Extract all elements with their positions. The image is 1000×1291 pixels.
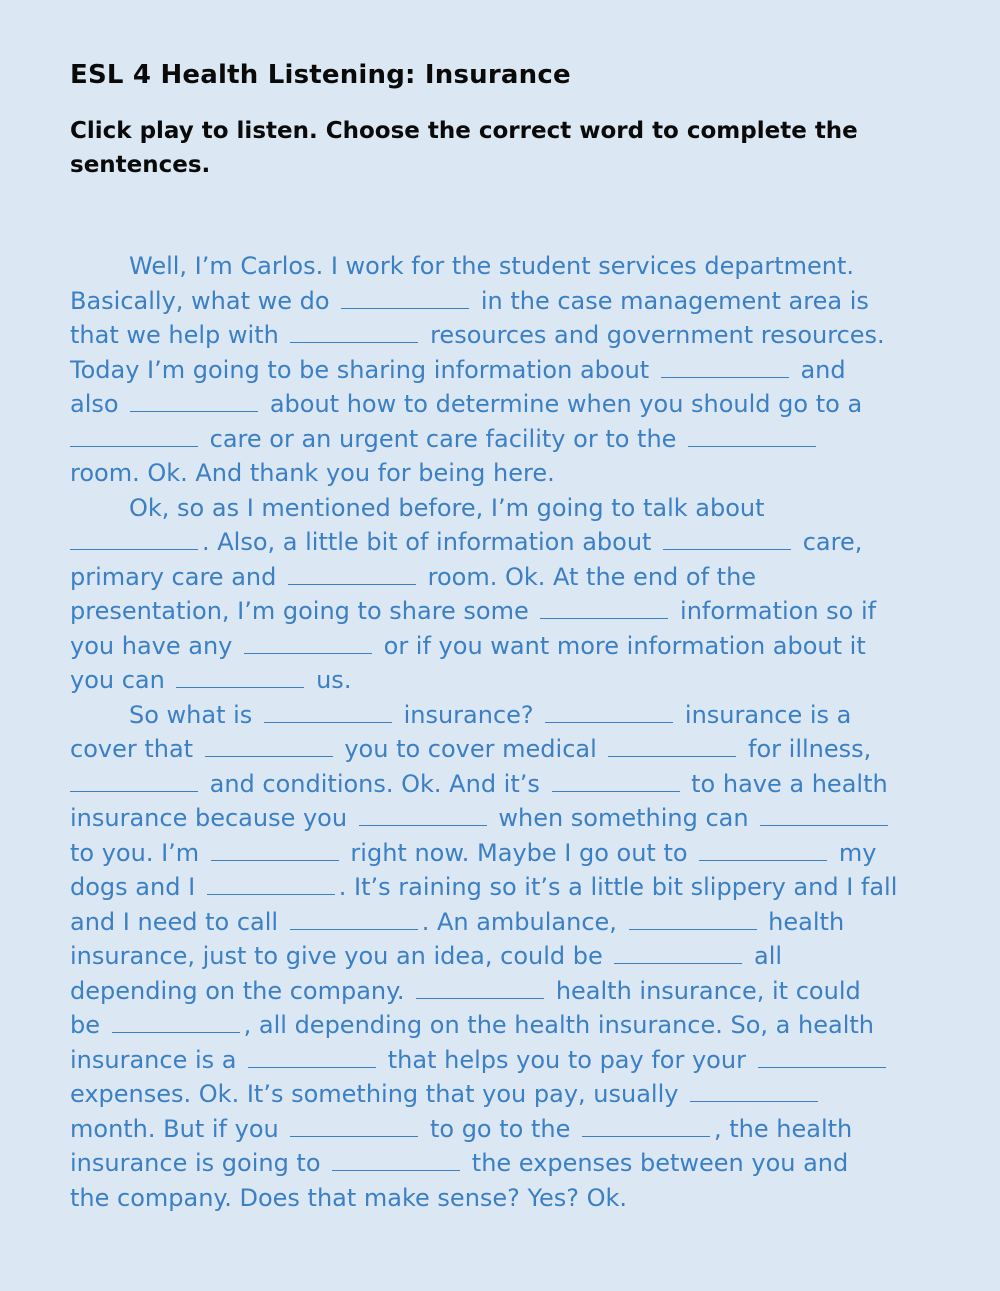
passage-text: room. Ok. And thank you for being here. [70,459,555,487]
passage-line [70,525,950,560]
answer-blank-21[interactable] [211,859,339,861]
passage-text: the company. Does that make sense? Yes? Ok. [70,1183,628,1212]
passage-text: to you. I’m [70,838,207,867]
passage-text: and [792,355,846,384]
passage-text: room. Ok. At the end of the [419,562,757,591]
passage-text: insurance is a [70,1045,245,1074]
passage-line [70,1008,950,1043]
passage-text: that we help with [70,321,287,349]
instructions: Click play to listen. Choose the correct word to complete the sentences. [70,118,858,178]
passage-text: right now. Maybe I go out to [342,838,696,867]
passage-text: you have any [70,631,240,660]
passage-text: Basically, what we do [70,286,338,315]
passage-text: , the health [713,1114,853,1143]
passage-text: insurance is a [677,700,852,729]
passage-text: primary care and [70,562,284,591]
answer-blank-32[interactable] [290,1135,418,1137]
passage-text: insurance is going to [70,1149,329,1177]
passage-line [70,353,950,388]
answer-blank-16[interactable] [608,755,736,757]
answer-blank-22[interactable] [699,859,827,861]
passage-text: care or an urgent care facility or to the [202,424,685,453]
passage-line [70,249,950,284]
passage-line [70,698,950,733]
answer-blank-17[interactable] [70,790,198,792]
passage-text: also [70,390,127,418]
answer-blank-2[interactable] [290,341,418,343]
answer-blank-4[interactable] [130,410,258,412]
passage-text: insurance because you [70,804,355,832]
passage-text: . It’s raining so it’s a little bit slippery and I fall [338,873,898,901]
passage-text: Ok, so as I mentioned before, I’m going to talk about [129,493,765,522]
passage-text: my [831,838,877,867]
passage-line [70,422,950,457]
passage-text: depending on the company. [70,976,413,1005]
answer-blank-3[interactable] [661,376,789,378]
answer-blank-33[interactable] [582,1135,710,1137]
answer-blank-5[interactable] [70,445,198,447]
passage-line [70,318,950,353]
passage-line [70,491,950,526]
passage-line [70,801,950,836]
passage-text: to go to the [422,1114,578,1143]
answer-blank-13[interactable] [264,721,392,723]
passage-line [70,560,950,595]
passage-line [70,1181,950,1216]
passage-line [70,456,950,491]
passage-text: about how to determine when you should go to a [262,390,863,418]
passage-text: insurance? [395,700,542,729]
answer-blank-20[interactable] [760,824,888,826]
passage-text: and conditions. Ok. And it’s [202,769,548,798]
answer-blank-23[interactable] [207,893,335,895]
passage-text: for illness, [740,735,872,763]
answer-blank-15[interactable] [205,755,333,757]
passage-line [70,836,950,871]
passage-text: Today I’m going to be sharing information about [70,355,657,384]
answer-blank-34[interactable] [332,1169,460,1171]
passage-text: health insurance, it could [548,976,861,1005]
worksheet-title: ESL 4 Health Listening: Insurance [70,60,571,90]
passage-text: the expenses between you and [464,1149,849,1177]
passage-text: health [760,907,845,936]
answer-blank-9[interactable] [288,583,416,585]
passage-line [70,1112,950,1147]
passage-text: when something can [490,804,757,832]
passage-line [70,629,950,664]
answer-blank-11[interactable] [244,652,372,654]
passage-line [70,594,950,629]
passage-text: be [70,1011,108,1039]
passage-text: cover that [70,735,201,763]
answer-blank-19[interactable] [359,824,487,826]
passage-line [70,974,950,1009]
passage-line [70,870,950,905]
passage-text: So what is [129,700,260,729]
answer-blank-8[interactable] [663,548,791,550]
passage-text: dogs and I [70,873,203,901]
passage-text: . An ambulance, [421,907,625,936]
passage-text: you can [70,666,173,694]
answer-blank-25[interactable] [629,928,757,930]
answer-blank-18[interactable] [552,790,680,792]
passage-text: presentation, I’m going to share some [70,597,537,625]
passage-line [70,1146,950,1181]
answer-blank-6[interactable] [688,445,816,447]
passage-text: that helps you to pay for your [380,1045,754,1074]
answer-blank-7[interactable] [70,548,198,550]
answer-blank-28[interactable] [112,1031,240,1033]
answer-blank-10[interactable] [540,617,668,619]
passage-line [70,387,950,422]
answer-blank-12[interactable] [176,686,304,688]
passage-line [70,663,950,698]
passage-text: or if you want more information about it [376,631,866,660]
answer-blank-24[interactable] [290,928,418,930]
answer-blank-29[interactable] [248,1066,376,1068]
answer-blank-27[interactable] [416,997,544,999]
answer-blank-30[interactable] [758,1066,886,1068]
passage-text: , all depending on the health insurance. So, a health [243,1011,874,1039]
passage-text: and I need to call [70,907,286,936]
passage-text: all [746,942,783,970]
passage-text: expenses. Ok. It’s something that you pay, usually [70,1080,687,1108]
passage-line [70,1077,950,1112]
passage-line [70,284,950,319]
answer-blank-31[interactable] [690,1100,818,1102]
answer-blank-14[interactable] [545,721,673,723]
passage-text: care, [795,528,863,556]
passage-line [70,905,950,940]
passage-line [70,732,950,767]
passage-line [70,1043,950,1078]
passage-line [70,939,950,974]
listening-passage [70,249,950,1215]
passage-text: . Also, a little bit of information about [202,528,660,556]
passage-text: us. [308,666,352,694]
passage-text: Well, I’m Carlos. I work for the student services department. [129,252,854,280]
answer-blank-1[interactable] [341,307,469,309]
passage-text: you to cover medical [336,735,605,763]
passage-text: month. But if you [70,1114,287,1143]
answer-blank-26[interactable] [614,962,742,964]
passage-text: information so if [672,597,877,625]
passage-text: to have a health [683,769,888,798]
passage-text: insurance, just to give you an idea, could be [70,942,611,970]
passage-text: in the case management area is [473,286,869,315]
passage-line [70,767,950,802]
passage-text: resources and government resources. [422,321,885,349]
